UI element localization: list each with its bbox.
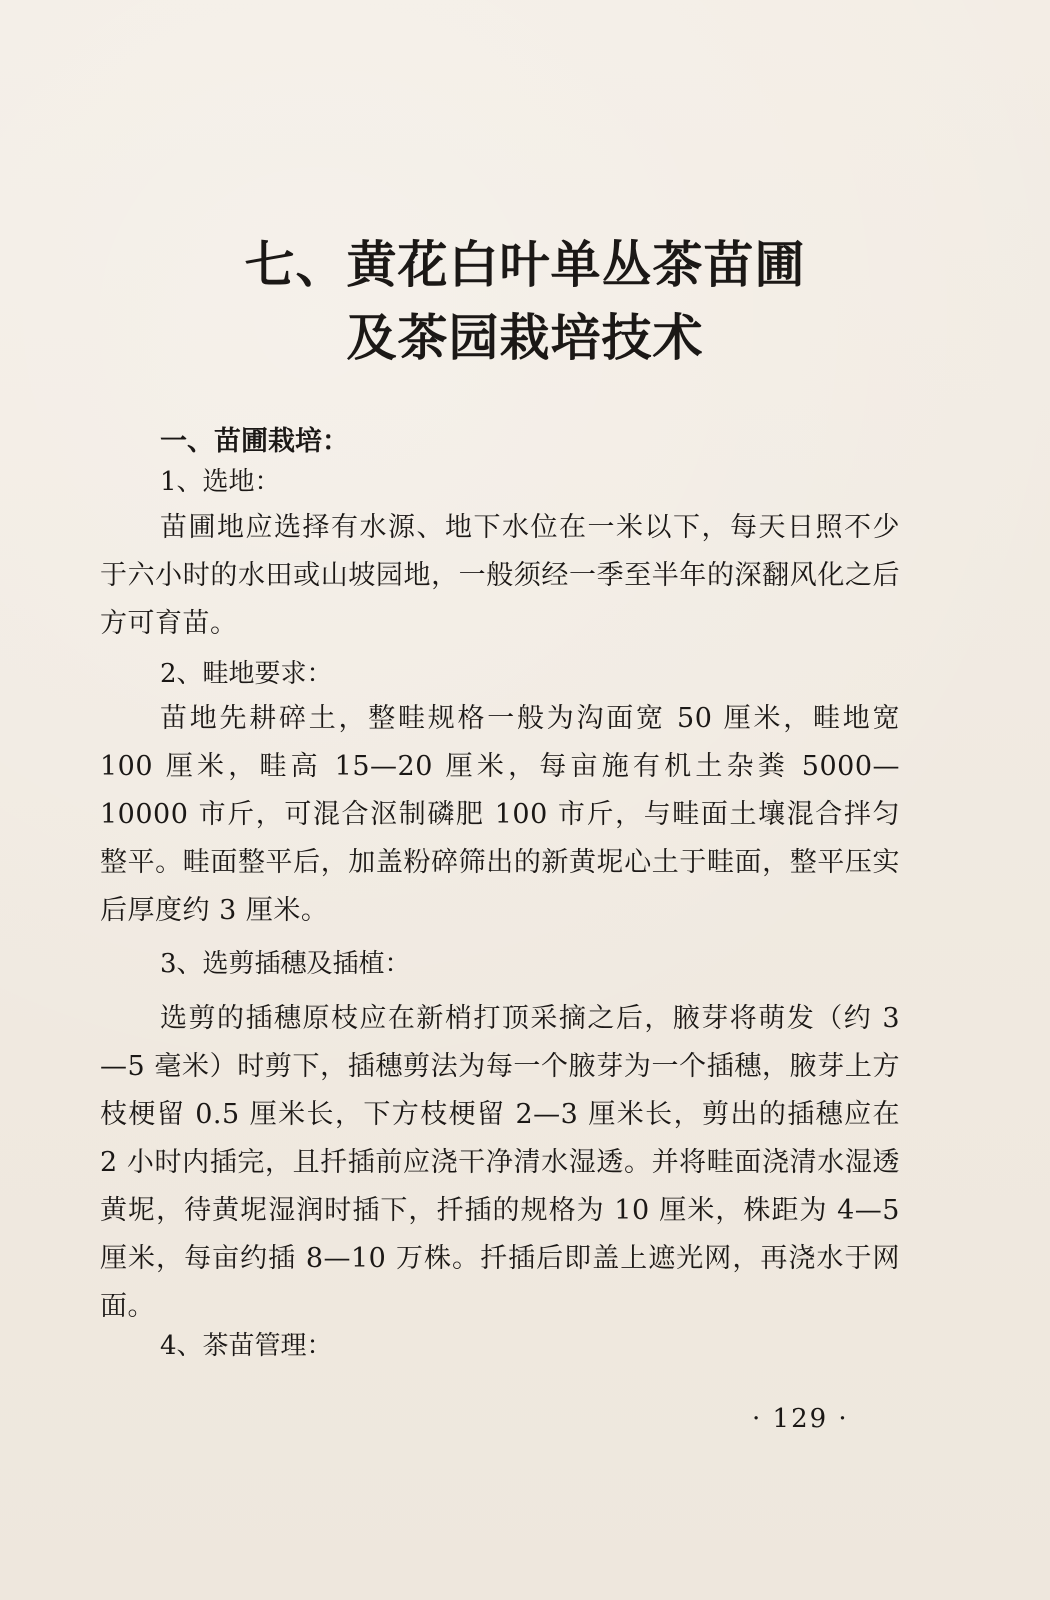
subsection-heading-cuttings: 3、选剪插穗及插植： <box>160 949 411 979</box>
subsection-heading-site-selection: 1、选地： <box>160 467 281 497</box>
paragraph-site-selection: 苗圃地应选择有水源、地下水位在一米以下，每天日照不少于六小时的水田或山坡园地，一般须经一季至半年的深翻风化之后方可育苗。 <box>100 512 900 639</box>
subsection-heading-bed-requirements: 2、畦地要求： <box>160 659 333 689</box>
subsection-heading-seedling-management: 4、茶苗管理： <box>160 1331 333 1361</box>
page-number: · 129 · <box>752 1404 849 1434</box>
chapter-title-line-2: 及茶园栽培技术 <box>346 308 704 367</box>
chapter-title-line-1: 七、黄花白叶单丛茶苗圃 <box>244 235 806 294</box>
paragraph-bed-requirements: 苗地先耕碎土，整畦规格一般为沟面宽 50 厘米，畦地宽 100 厘米，畦高 15—20 厘米，每亩施有机土杂粪 5000—10000 市斤，可混合沤制磷肥 100 市斤，与畦面土壤混合拌匀整平。畦面整平后，加盖粉碎筛出的新黄坭心土于畦面，整平压实后厚度约 3 厘米。 <box>100 703 900 926</box>
section-heading: 一、苗圃栽培： <box>160 426 349 457</box>
paragraph-cuttings: 选剪的插穗原枝应在新梢打顶采摘之后，腋芽将萌发（约 3—5 毫米）时剪下，插穗剪法为每一个腋芽为一个插穗，腋芽上方枝梗留 0.5 厘米长，下方枝梗留 2—3 厘米长，剪出的插穗应在 2 小时内插完，且扦插前应浇干净清水湿透。并将畦面浇清水湿透黄坭，待黄坭湿润时插下，扦插的规格为 10 厘米，株距为 4—5 厘米，每亩约插 8—10 万株。扦插后即盖上遮光网，再浇水于网面。 <box>100 1003 900 1322</box>
